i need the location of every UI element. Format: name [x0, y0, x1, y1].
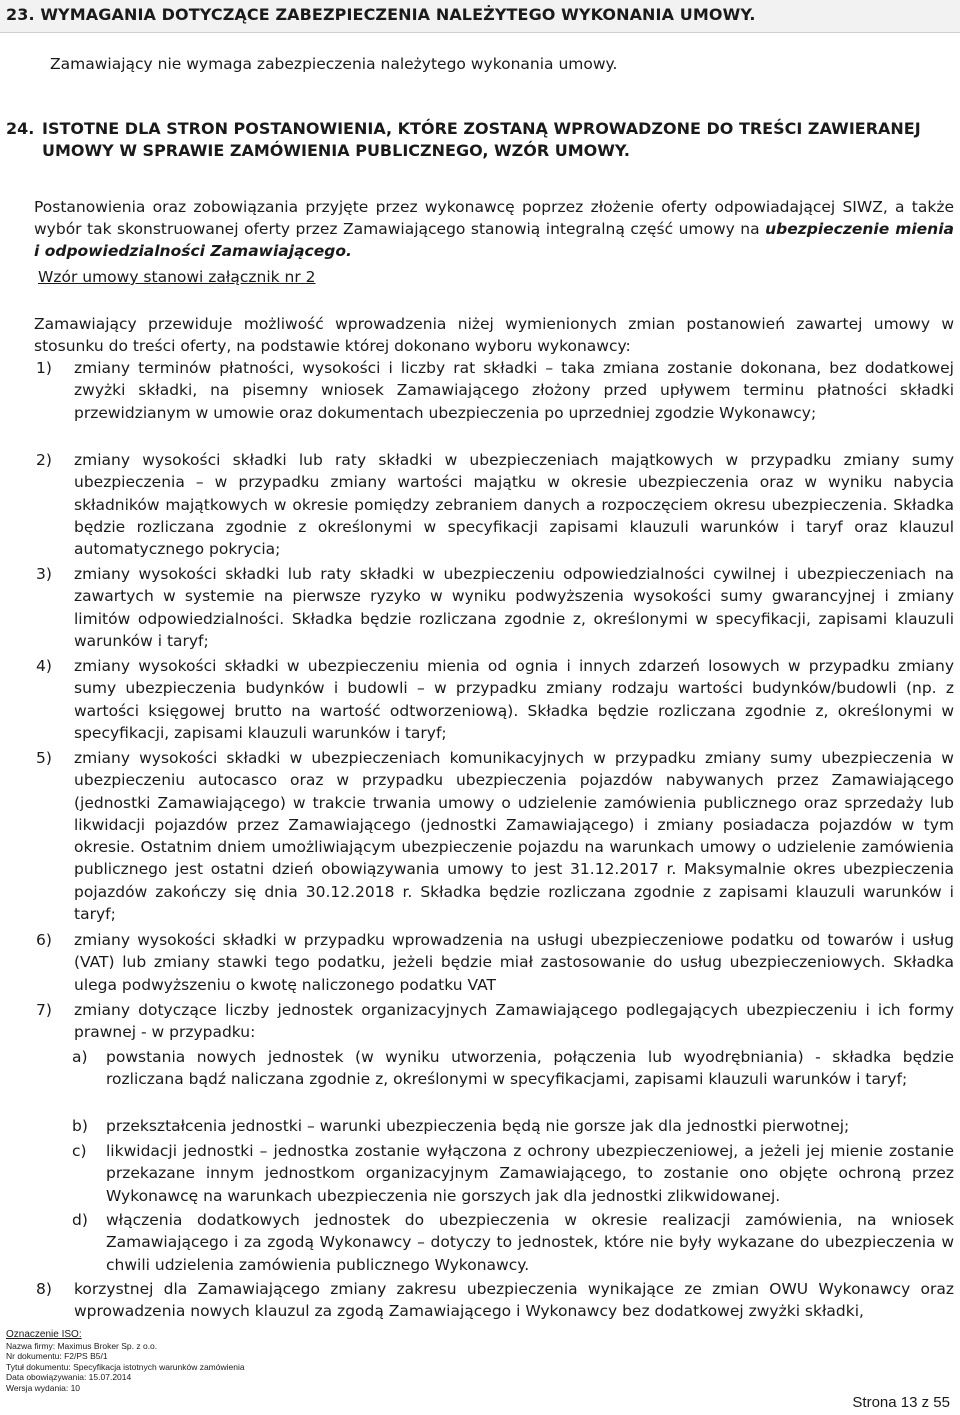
list-item — [36, 655, 954, 744]
document-footer — [6, 1330, 245, 1393]
wzor-umowy-note — [38, 266, 316, 288]
list-item — [36, 1278, 954, 1323]
list-item-text: zmiany wysokości składki w ubezpieczeniu mienia od ognia i innych zdarzeń losowych w przypadku zmiany sumy ubezpieczenia budynków i budowli – w przypadku zmiany rodzaju wartości budynków/budowli (np. z wartości księgowej brutto na wartość odtworzeniową). Składka będzie rozliczana zgodnie z, określonymi w specyfikacji, zapisami klauzuli warunków i taryf; — [74, 657, 954, 742]
sub-list-item-letter: d) — [72, 1211, 88, 1229]
list-item-text: zmiany dotyczące liczby jednostek organizacyjnych Zamawiającego podlegających ubezpieczeniu i ich formy prawnej - w przypadku: — [74, 1001, 954, 1042]
sub-list-item — [72, 1115, 954, 1137]
section-23-heading: 23. WYMAGANIA DOTYCZĄCE ZABEZPIECZENIA NALEŻYTEGO WYKONANIA UMOWY. — [6, 5, 756, 24]
intro-text: Postanowienia oraz zobowiązania przyjęte przez wykonawcę poprzez złożenie oferty odpowiadającej SIWZ, a także wybór tak skonstruowanej oferty przez Zamawiającego stanowią integralną część umowy na — [34, 198, 954, 238]
list-item — [36, 563, 954, 652]
list-item-number: 4) — [36, 657, 52, 675]
sub-list-item-text: włączenia dodatkowych jednostek do ubezpieczenia w okresie realizacji zamówienia, na wniosek Zamawiającego i za zgodą Wykonawcy – dotyczy to jednostek, które nie były wykazane do ubezpieczenia w chwili udzielenia zamówienia publicznego Wykonawcy. — [106, 1211, 954, 1274]
list-item-text: zmiany wysokości składki w ubezpieczeniach komunikacyjnych w przypadku zmiany sumy ubezpieczenia w ubezpieczeniu autocasco oraz w przypadku ubezpieczenia pojazdów nabywanych przez Zamawiającego (jednostki Zamawiającego) w trakcie trwania umowy o udzielenie zamówienia publicznego oraz sprzedaży lub likwidacji pojazdów przez Zamawiającego (jednostki Zamawiającego) i zmiany posiadacza pojazdów w tym okresie. Ostatnim dniem umożliwiającym ubezpieczenie pojazdu na warunkach umowy o udzielenie zamówienia publicznego jest ostatni dzień obowiązywania umowy to jest 31.12.2017 r. Maksymalnie okres ubezpieczenia pojazdów zakończy się dnia 30.12.2018 r. Składka będzie rozliczana zgodnie z zapisami klauzuli warunków i taryf; — [74, 749, 954, 924]
intro-bold-text: ubezpieczenie mienia i odpowiedzialności Zamawiającego. — [34, 220, 954, 260]
section-24-title: ISTOTNE DLA STRON POSTANOWIENIA, KTÓRE ZOSTANĄ WPROWADZONE DO TREŚCI ZAWIERANEJ UMOWY W SPRAWIE ZAMÓWIENIA PUBLICZNEGO, WZÓR UMOWY. — [42, 119, 921, 160]
footer-iso-label: Oznaczenie ISO: — [6, 1329, 82, 1340]
section-24-number: 24. — [6, 119, 35, 138]
list-item-number: 6) — [36, 931, 52, 949]
list-item — [36, 449, 954, 560]
list-item — [36, 747, 954, 925]
sub-list-item-letter: b) — [72, 1117, 88, 1135]
list-item-text: zmiany wysokości składki lub raty składki w ubezpieczeniu odpowiedzialności cywilnej i ubezpieczeniach na zawartych w systemie na pierwsze ryzyko w wyniku podwyższenia wysokości sumy gwarancyjnej i zmiany limitów odpowiedzialności. Składka będzie rozliczana zgodnie z, określonymi w specyfikacji, zapisami klauzuli warunków i taryf; — [74, 565, 954, 650]
list-item-text: zmiany wysokości składki w przypadku wprowadzenia na usługi ubezpieczeniowe podatku od towarów i usług (VAT) lub zmiany stawki tego podatku, jeżeli będzie miał zastosowanie do usług ubezpieczeniowych. Składka ulega podwyższeniu o kwotę naliczonego podatku VAT — [74, 931, 954, 994]
footer-firm: Nazwa firmy: Maximus Broker Sp. z o.o. — [6, 1340, 158, 1351]
section-24-heading — [6, 118, 954, 162]
sub-list-item-text: likwidacji jednostki – jednostka zostanie wyłączona z ochrony ubezpieczeniowej, a jeżeli jej mienie zostanie przekazane innym jednostkom organizacyjnym Zamawiającego, to zostanie ono objęte ochroną przez Wykonawcę na warunkach ubezpieczenia nie gorszych jak dla jednostki zlikwidowanej. — [106, 1142, 954, 1205]
list-item-number: 7) — [36, 1001, 52, 1019]
footer-valid-date: Data obowiązywania: 15.07.2014 — [6, 1372, 132, 1382]
section-24-intro — [34, 196, 954, 262]
list-item-number: 1) — [36, 359, 52, 377]
sub-list-item — [72, 1046, 954, 1091]
section-23-body: Zamawiający nie wymaga zabezpieczenia należytego wykonania umowy. — [50, 55, 618, 73]
footer-doc-number: Nr dokumentu: F2/PS B5/1 — [6, 1351, 108, 1361]
list-item-text: korzystnej dla Zamawiającego zmiany zakresu ubezpieczenia wynikające ze zmian OWU Wykonawcy oraz wprowadzenia nowych klauzul za zgodą Zamawiającego i Wykonawcy bez dodatkowej zwyżki składki, — [74, 1280, 954, 1321]
list-item-text: zmiany wysokości składki lub raty składki w ubezpieczeniach majątkowych w przypadku zmiany sumy ubezpieczenia – w przypadku zmiany wartości majątku w okresie ubezpieczenia oraz w wyniku nabycia składników majątkowych w okresie pomiędzy zebraniem danych a rozpoczęciem okresu ubezpieczenia. Składka będzie rozliczana zgodnie z określonymi w specyfikacji zapisami klauzuli warunków i taryf oraz klauzul automatycznego pokrycia; — [74, 451, 954, 559]
list-item-number: 5) — [36, 749, 52, 767]
list-item-number: 3) — [36, 565, 52, 583]
sub-list-item-letter: c) — [72, 1142, 87, 1160]
list-item — [36, 357, 954, 424]
sub-list-item-text: przekształcenia jednostki – warunki ubezpieczenia będą nie gorsze jak dla jednostki pierwotnej; — [106, 1117, 850, 1135]
list-item-text: zmiany terminów płatności, wysokości i liczby rat składki – taka zmiana zostanie dokonana, bez dodatkowej zwyżki składki, na pisemny wniosek Zamawiającego złożony przed upływem terminu płatności składki przewidzianym w umowie oraz dokumentach ubezpieczenia po uprzedniej zgodzie Wykonawcy; — [74, 359, 954, 422]
footer-version: Wersja wydania: 10 — [6, 1382, 81, 1393]
sub-list-item-text: powstania nowych jednostek (w wyniku utworzenia, połączenia lub wyodrębniania) - składka będzie rozliczana bądź naliczana zgodnie z, określonymi w specyfikacjami, zapisami klauzuli warunków i taryf; — [106, 1048, 954, 1089]
sub-list-item — [72, 1140, 954, 1207]
page-number: Strona 13 z 55 — [852, 1394, 950, 1411]
section-23-heading-bar — [0, 0, 960, 33]
list-item-number: 2) — [36, 451, 52, 469]
list-item — [36, 929, 954, 996]
wzor-umowy-text: Wzór umowy stanowi załącznik nr 2 — [38, 268, 316, 286]
sub-list-item — [72, 1209, 954, 1276]
footer-doc-title: Tytuł dokumentu: Specyfikacja istotnych warunków zamówienia — [6, 1361, 245, 1372]
sub-list-item-letter: a) — [72, 1048, 88, 1066]
changes-intro: Zamawiający przewiduje możliwość wprowadzenia niżej wymienionych zmian postanowień zawartej umowy w stosunku do treści oferty, na podstawie której dokonano wyboru wykonawcy: — [34, 315, 954, 355]
list-item-number: 8) — [36, 1280, 52, 1298]
list-item — [36, 999, 954, 1044]
